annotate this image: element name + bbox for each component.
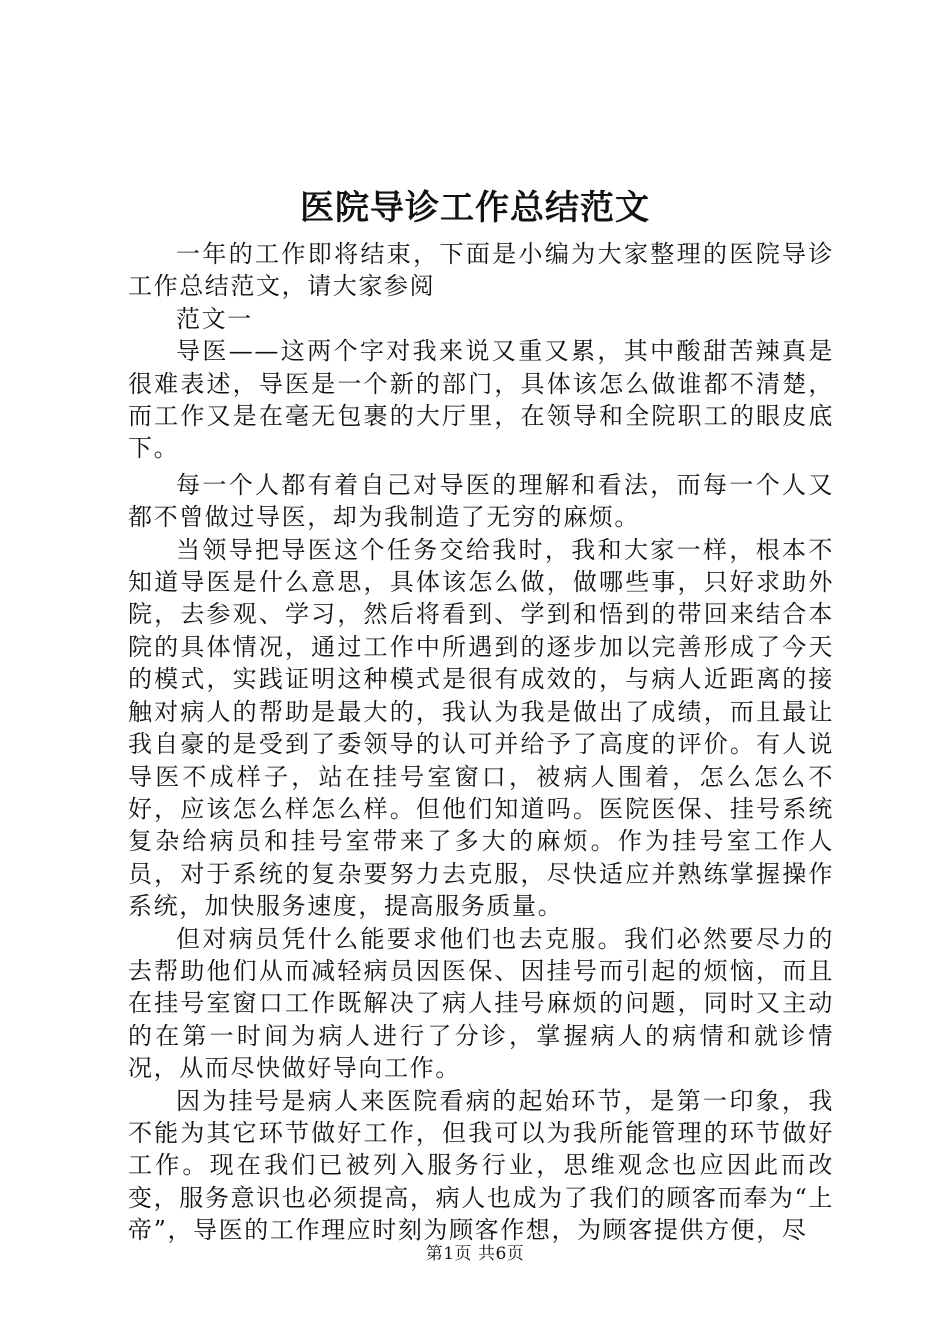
paragraph: 当领导把导医这个任务交给我时，我和大家一样，根本不知道导医是什么意思，具体该怎么做，做哪些事，只好求助外院，去参观、学习，然后将看到、学到和悟到的带回来结合本院的具体情况，通过工作中所遇到的逐步加以完善形成了今天的模式，实践证明这种模式是很有成效的，与病人近距离的接触对病人的帮助是最大的，我认为我是做出了成绩，而且最让我自豪的是受到了委领导的认可并给予了高度的评价。有人说导医不成样子，站在挂号室窗口，被病人围着，怎么怎么不好，应该怎么样怎么样。但他们知道吗。医院医保、挂号系统复杂给病员和挂号室带来了多大的麻烦。作为挂号室工作人员，对于系统的复杂要努力去克服，尽快适应并熟练掌握操作系统，加快服务速度，提高服务质量。: [128, 535, 834, 921]
paragraph-section-heading: 范文一: [176, 304, 253, 333]
paragraph: 但对病员凭什么能要求他们也去克服。我们必然要尽力的去帮助他们从而减轻病员因医保、因挂号而引起的烦恼，而且在挂号室窗口工作既解决了病人挂号麻烦的问题，同时又主动的在第一时间为病人进行了分诊，掌握病人的病情和就诊情况，从而尽快做好导向工作。: [128, 924, 834, 1083]
document-title: 医院导诊工作总结范文: [300, 188, 650, 228]
paragraph-intro: 一年的工作即将结束，下面是小编为大家整理的医院导诊工作总结范文，请大家参阅: [128, 240, 834, 301]
page-footer: 第1页 共6页: [425, 1244, 525, 1264]
paragraph: 每一个人都有着自己对导医的理解和看法，而每一个人又都不曾做过导医，却为我制造了无穷的麻烦。: [128, 470, 834, 532]
document-body: [128, 238, 834, 1247]
paragraph: 因为挂号是病人来医院看病的起始环节，是第一印象，我不能为其它环节做好工作，但我可以为我所能管理的环节做好工作。现在我们已被列入服务行业，思维观念也应因此而改变，服务意识也必须提高，病人也成为了我们的顾客而奉为“上帝”，导医的工作理应时刻为顾客作想，为顾客提供方便，尽: [128, 1086, 834, 1245]
paragraph: 导医——这两个字对我来说又重又累，其中酸甜苦辣真是很难表述，导医是一个新的部门，具体该怎么做谁都不清楚，而工作又是在毫无包裹的大厅里，在领导和全院职工的眼皮底下。: [128, 337, 834, 463]
